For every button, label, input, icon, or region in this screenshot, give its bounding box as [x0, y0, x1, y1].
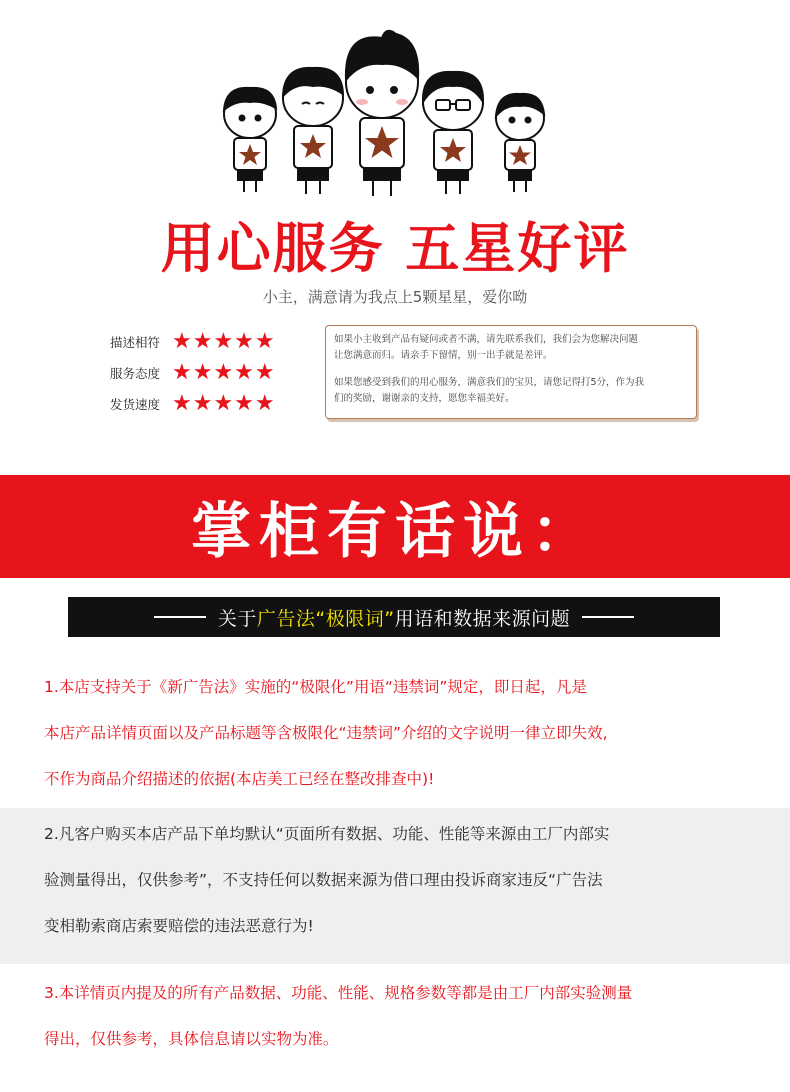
notice-3: [0, 970, 790, 1062]
notice-2-line: 变相勒索商店索要赔偿的违法恶意行为!: [44, 917, 314, 935]
notice-box: [325, 325, 697, 419]
kid-3: [346, 31, 418, 196]
star-icons: ★★★★★: [172, 359, 276, 385]
kid-2: [283, 68, 343, 194]
notice-line: 们的奖励，谢谢亲的支持，愿您幸福美好。: [334, 393, 515, 404]
notice-line: 让您满意而归。请亲手下留情，别一出手就是差评。: [334, 350, 553, 361]
kid-1: [224, 88, 276, 192]
ratings-panel: [110, 326, 310, 419]
notice-paragraph-1: [334, 332, 688, 364]
notice-1-line: 1.本店支持关于《新广告法》实施的“极限化”用语“违禁词”规定，即日起，凡是: [44, 678, 587, 696]
banner-title: 掌柜有话说：: [191, 496, 599, 567]
notice-3-line: 得出，仅供参考，具体信息请以实物为准。: [44, 1030, 339, 1048]
notice-line: 如果小主收到产品有疑问或者不满，请先联系我们，我们会为您解决问题: [334, 334, 639, 345]
five-kids-illustration: [210, 22, 590, 200]
rating-label: 发货速度: [110, 396, 161, 412]
rating-row: [110, 326, 310, 357]
rating-label: 描述相符: [110, 334, 161, 350]
dash-right: [582, 616, 634, 618]
notice-line: 如果您感受到我们的用心服务，满意我们的宝贝，请您记得打5分，作为我: [334, 377, 645, 388]
notice-1-line: 本店产品详情页面以及产品标题等含极限化“违禁词”介绍的文字说明一律立即失效,: [44, 724, 608, 742]
star-icons: ★★★★★: [172, 390, 276, 416]
topic-bar: [68, 597, 720, 637]
notice-2-line: 验测量得出，仅供参考”，不支持任何以数据来源为借口理由投诉商家违反“广告法: [44, 871, 603, 889]
shopkeeper-banner: [0, 475, 790, 578]
notice-paragraph-2: [334, 375, 688, 407]
kid-4: [423, 72, 483, 194]
notice-3-line: 3.本详情页内提及的所有产品数据、功能、性能、规格参数等都是由工厂内部实验测量: [44, 984, 633, 1002]
dash-left: [154, 616, 206, 618]
notice-2-line: 2.凡客户购买本店产品下单均默认“页面所有数据、功能、性能等来源由工厂内部实: [44, 825, 610, 843]
topic-highlight: 广告法“极限词”: [256, 607, 395, 630]
rating-row: [110, 388, 310, 419]
rating-row: [110, 357, 310, 388]
star-icons: ★★★★★: [172, 328, 276, 354]
subline: 小主，满意请为我点上5颗星星，爱你呦: [262, 288, 528, 306]
topic-text-after: 用语和数据来源问题: [394, 607, 571, 630]
rating-label: 服务态度: [110, 365, 161, 381]
notice-2: [0, 808, 790, 964]
topic-text: [218, 604, 570, 631]
topic-text-before: 关于: [217, 607, 257, 630]
headline: 用心服务 五星好评: [160, 216, 630, 280]
notice-1-line: 不作为商品介绍描述的依据(本店美工已经在整改排查中)!: [44, 770, 435, 788]
kid-5: [496, 94, 544, 192]
notice-1: [0, 664, 790, 802]
